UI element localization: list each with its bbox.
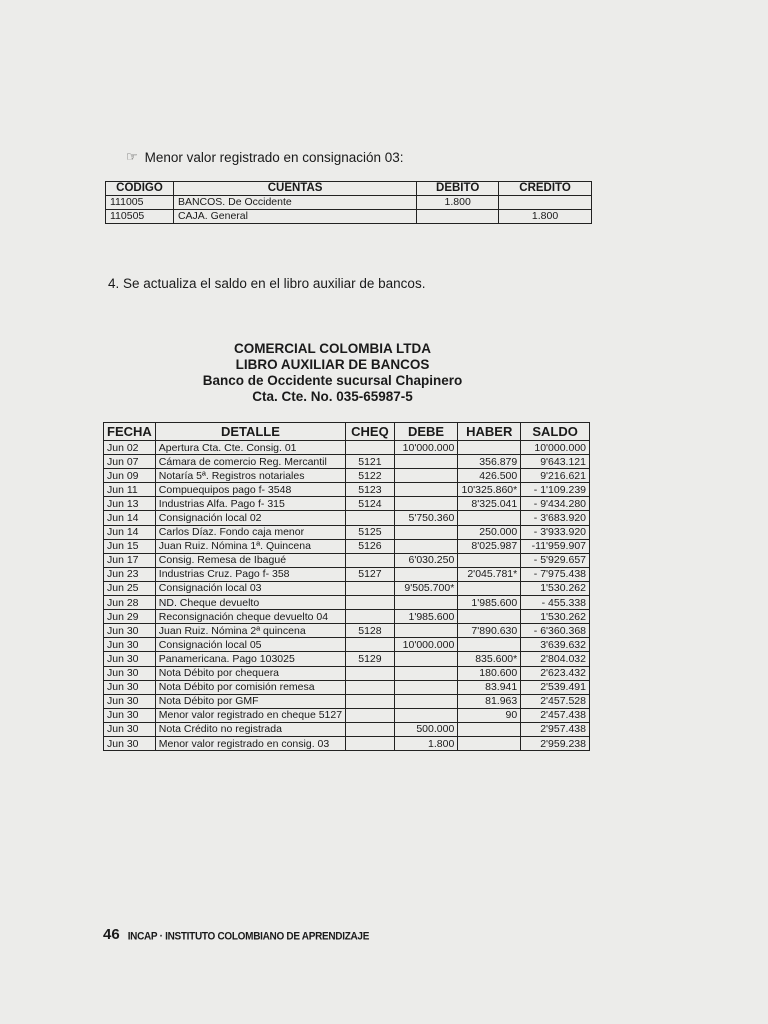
cell-haber (458, 610, 521, 624)
cell-detalle: Menor valor registrado en cheque 5127 (155, 708, 345, 722)
cell-detalle: ND. Cheque devuelto (155, 596, 345, 610)
cell-fecha: Jun 07 (104, 455, 156, 469)
cell-debe (394, 596, 458, 610)
cell-debe (394, 539, 458, 553)
cell-codigo: 110505 (106, 210, 174, 224)
cell-saldo: - 9'434.280 (521, 497, 590, 511)
book-title: LIBRO AUXILIAR DE BANCOS (235, 357, 430, 372)
cell-detalle: Consig. Remesa de Ibagué (155, 553, 345, 567)
cell-saldo: 2'959.238 (521, 736, 590, 750)
cell-haber (458, 736, 521, 750)
cell-debe: 5'750.360 (394, 511, 458, 525)
cell-cheq (346, 680, 395, 694)
cell-saldo: 2'539.491 (521, 680, 590, 694)
cell-saldo: 2'457.528 (521, 694, 590, 708)
cell-cheq (346, 441, 395, 455)
cell-cheq (346, 596, 395, 610)
cell-debe (394, 624, 458, 638)
cell-haber: 250.000 (458, 525, 521, 539)
table-row (104, 694, 590, 708)
cell-saldo: - 455.338 (521, 596, 590, 610)
cell-detalle: Panamericana. Pago 103025 (155, 652, 345, 666)
table-row (104, 511, 590, 525)
publisher-name: INCAP · INSTITUTO COLOMBIANO DE APRENDIZAJE (127, 930, 370, 943)
cell-haber (458, 553, 521, 567)
col-header-debito: DEBITO (417, 182, 499, 196)
cell-fecha: Jun 30 (104, 708, 156, 722)
cell-debe: 10'000.000 (394, 638, 458, 652)
cell-cheq (346, 511, 395, 525)
col-header-credito: CREDITO (499, 182, 592, 196)
cell-credito (499, 196, 592, 210)
cell-debe (394, 680, 458, 694)
cell-haber (458, 722, 521, 736)
cell-cheq: 5127 (346, 567, 395, 581)
col-header-cuentas: CUENTAS (173, 182, 416, 196)
cell-debe (394, 497, 458, 511)
step-text: 4. Se actualiza el saldo en el libro auxiliar de bancos. (108, 276, 426, 291)
cell-cheq (346, 736, 395, 750)
cell-fecha: Jun 23 (104, 567, 156, 581)
cell-haber: 8'325.041 (458, 497, 521, 511)
table-row (104, 652, 590, 666)
cell-detalle: Nota Débito por chequera (155, 666, 345, 680)
table-row (106, 210, 592, 224)
cell-debe (394, 483, 458, 497)
col-header-detalle: DETALLE (155, 423, 345, 441)
page-number: 46 (103, 926, 120, 943)
col-header-saldo: SALDO (521, 423, 590, 441)
cell-saldo: - 6'360.368 (521, 624, 590, 638)
cell-fecha: Jun 11 (104, 483, 156, 497)
cell-debe (394, 708, 458, 722)
cell-cheq: 5124 (346, 497, 395, 511)
cell-detalle: Juan Ruiz. Nómina 2ª quincena (155, 624, 345, 638)
cell-fecha: Jun 30 (104, 652, 156, 666)
cell-cheq (346, 610, 395, 624)
cell-saldo: 10'000.000 (521, 441, 590, 455)
cell-fecha: Jun 02 (104, 441, 156, 455)
cell-fecha: Jun 28 (104, 596, 156, 610)
cell-saldo: - 7'975.438 (521, 567, 590, 581)
cell-haber: 90 (458, 708, 521, 722)
cell-cheq: 5123 (346, 483, 395, 497)
cell-cheq (346, 694, 395, 708)
cell-haber: 356.879 (458, 455, 521, 469)
cell-detalle: Menor valor registrado en consig. 03 (155, 736, 345, 750)
table-row (104, 722, 590, 736)
cell-cuenta: BANCOS. De Occidente (173, 196, 416, 210)
table-row (104, 596, 590, 610)
cell-saldo: - 3'683.920 (521, 511, 590, 525)
cell-haber: 180.600 (458, 666, 521, 680)
cell-haber: 83.941 (458, 680, 521, 694)
cell-debe (394, 652, 458, 666)
table-row (104, 441, 590, 455)
cell-haber: 7'890.630 (458, 624, 521, 638)
cell-debito (417, 210, 499, 224)
cell-saldo: - 5'929.657 (521, 553, 590, 567)
cell-detalle: Industrias Cruz. Pago f- 358 (155, 567, 345, 581)
table-row (104, 567, 590, 581)
cell-fecha: Jun 30 (104, 680, 156, 694)
account-number: Cta. Cte. No. 035-65987-5 (252, 389, 413, 404)
table-row (104, 497, 590, 511)
cell-cheq (346, 722, 395, 736)
cell-cuenta: CAJA. General (173, 210, 416, 224)
cell-haber (458, 511, 521, 525)
table-row (104, 736, 590, 750)
cell-detalle: Industrias Alfa. Pago f- 315 (155, 497, 345, 511)
cell-haber: 2'045.781* (458, 567, 521, 581)
cell-detalle: Reconsignación cheque devuelto 04 (155, 610, 345, 624)
cell-cheq (346, 553, 395, 567)
cell-detalle: Consignación local 02 (155, 511, 345, 525)
page-footer (103, 926, 369, 943)
cell-haber: 835.600* (458, 652, 521, 666)
cell-detalle: Cámara de comercio Reg. Mercantil (155, 455, 345, 469)
cell-debe: 6'030.250 (394, 553, 458, 567)
col-header-haber: HABER (458, 423, 521, 441)
cell-cheq: 5121 (346, 455, 395, 469)
cell-cheq: 5129 (346, 652, 395, 666)
cell-fecha: Jun 09 (104, 469, 156, 483)
table-row (104, 708, 590, 722)
cell-haber (458, 638, 521, 652)
cell-detalle: Nota Crédito no registrada (155, 722, 345, 736)
cell-debe: 9'505.700* (394, 581, 458, 595)
cell-saldo: 3'639.632 (521, 638, 590, 652)
note-line (126, 149, 404, 165)
table-row (104, 638, 590, 652)
table-row (104, 539, 590, 553)
cell-detalle: Consignación local 03 (155, 581, 345, 595)
cell-saldo: - 3'933.920 (521, 525, 590, 539)
cell-debe: 500.000 (394, 722, 458, 736)
cell-fecha: Jun 30 (104, 736, 156, 750)
cell-saldo: 1'530.262 (521, 610, 590, 624)
cell-haber: 426.500 (458, 469, 521, 483)
cell-haber: 10'325.860* (458, 483, 521, 497)
cell-cheq: 5125 (346, 525, 395, 539)
cell-detalle: Nota Débito por comisión remesa (155, 680, 345, 694)
note-text: Menor valor registrado en consignación 03: (144, 149, 404, 165)
cell-cheq (346, 581, 395, 595)
cell-fecha: Jun 29 (104, 610, 156, 624)
table-row (104, 680, 590, 694)
cell-debe: 10'000.000 (394, 441, 458, 455)
table-row (104, 581, 590, 595)
cell-saldo: 2'457.438 (521, 708, 590, 722)
cell-debe (394, 455, 458, 469)
cell-debito: 1.800 (417, 196, 499, 210)
cell-fecha: Jun 30 (104, 666, 156, 680)
table-row (104, 469, 590, 483)
cell-fecha: Jun 14 (104, 511, 156, 525)
bank-ledger-table (103, 422, 590, 751)
table-row (104, 624, 590, 638)
cell-detalle: Compuequipos pago f- 3548 (155, 483, 345, 497)
company-title: COMERCIAL COLOMBIA LTDA (234, 341, 431, 356)
cell-saldo: -11'959.907 (521, 539, 590, 553)
cell-cheq (346, 708, 395, 722)
cell-detalle: Apertura Cta. Cte. Consig. 01 (155, 441, 345, 455)
ledger-body (104, 441, 590, 751)
table-row (104, 525, 590, 539)
cell-detalle: Notaría 5ª. Registros notariales (155, 469, 345, 483)
col-header-fecha: FECHA (104, 423, 156, 441)
cell-haber: 1'985.600 (458, 596, 521, 610)
table-row (104, 666, 590, 680)
cell-saldo: 9'216.621 (521, 469, 590, 483)
cell-debe (394, 666, 458, 680)
cell-saldo: - 1'109.239 (521, 483, 590, 497)
cell-detalle: Nota Débito por GMF (155, 694, 345, 708)
cell-saldo: 9'643.121 (521, 455, 590, 469)
cell-credito: 1.800 (499, 210, 592, 224)
cell-detalle: Carlos Díaz. Fondo caja menor (155, 525, 345, 539)
pointing-hand-icon: ☞ (126, 149, 138, 164)
cell-haber: 8'025.987 (458, 539, 521, 553)
col-header-debe: DEBE (394, 423, 458, 441)
cell-haber: 81.963 (458, 694, 521, 708)
cell-cheq: 5122 (346, 469, 395, 483)
cell-haber (458, 581, 521, 595)
cell-cheq (346, 638, 395, 652)
table-row (104, 553, 590, 567)
cell-debe (394, 694, 458, 708)
cell-fecha: Jun 30 (104, 624, 156, 638)
cell-saldo: 2'957.438 (521, 722, 590, 736)
journal-entry-table (105, 181, 592, 224)
cell-fecha: Jun 14 (104, 525, 156, 539)
table-row (104, 610, 590, 624)
cell-fecha: Jun 13 (104, 497, 156, 511)
cell-debe (394, 567, 458, 581)
bank-subtitle: Banco de Occidente sucursal Chapinero (202, 373, 463, 388)
cell-detalle: Consignación local 05 (155, 638, 345, 652)
col-header-cheq: CHEQ (346, 423, 395, 441)
cell-saldo: 2'804.032 (521, 652, 590, 666)
cell-codigo: 111005 (106, 196, 174, 210)
cell-debe (394, 525, 458, 539)
table-row (104, 483, 590, 497)
cell-fecha: Jun 15 (104, 539, 156, 553)
cell-fecha: Jun 30 (104, 722, 156, 736)
cell-detalle: Juan Ruiz. Nómina 1ª. Quincena (155, 539, 345, 553)
cell-debe: 1'985.600 (394, 610, 458, 624)
cell-cheq: 5126 (346, 539, 395, 553)
table-row (104, 455, 590, 469)
cell-fecha: Jun 25 (104, 581, 156, 595)
cell-haber (458, 441, 521, 455)
col-header-codigo: CODIGO (106, 182, 174, 196)
cell-cheq: 5128 (346, 624, 395, 638)
cell-cheq (346, 666, 395, 680)
cell-fecha: Jun 30 (104, 694, 156, 708)
cell-fecha: Jun 30 (104, 638, 156, 652)
cell-saldo: 2'623.432 (521, 666, 590, 680)
table-row (106, 196, 592, 210)
cell-saldo: 1'530.262 (521, 581, 590, 595)
cell-debe: 1.800 (394, 736, 458, 750)
cell-fecha: Jun 17 (104, 553, 156, 567)
cell-debe (394, 469, 458, 483)
